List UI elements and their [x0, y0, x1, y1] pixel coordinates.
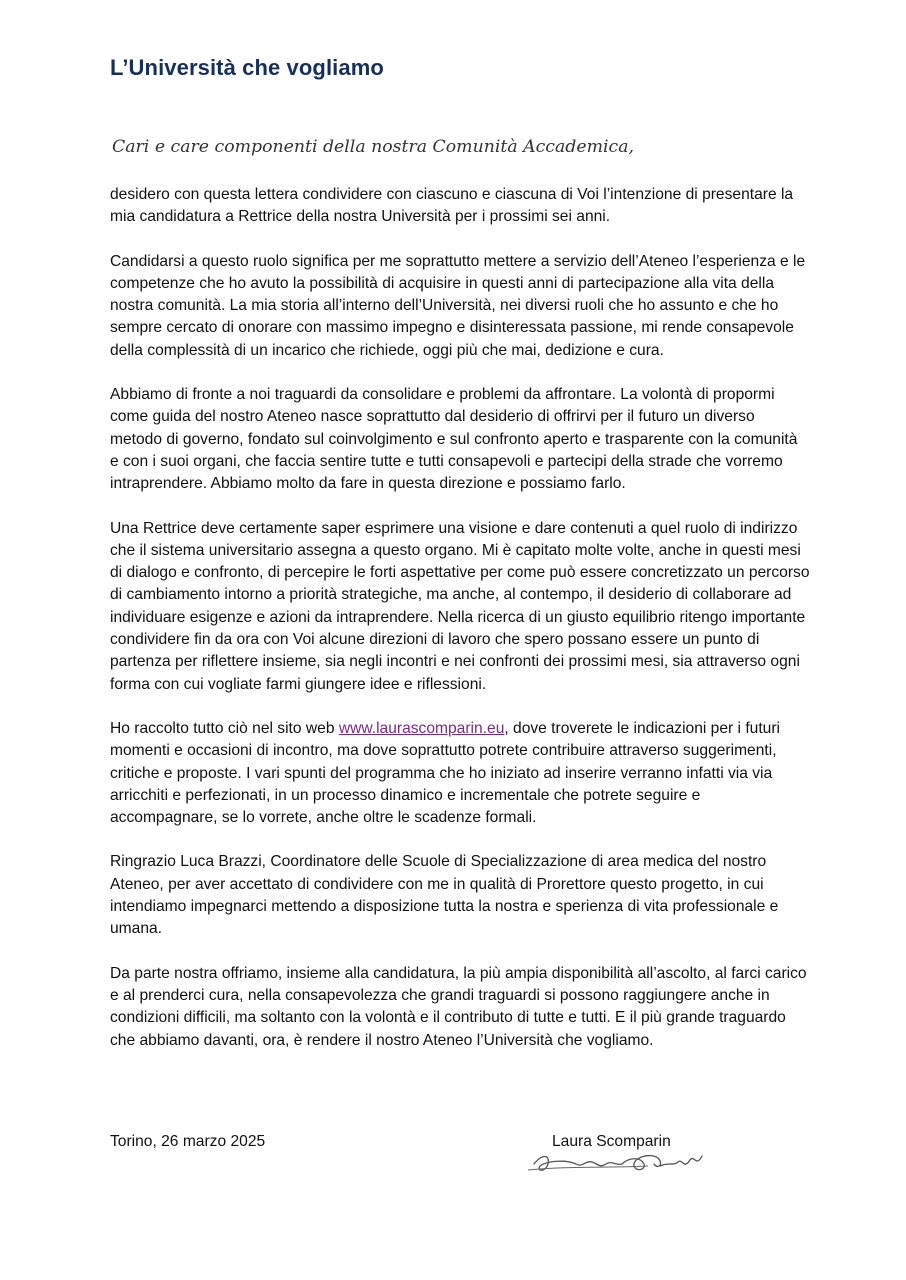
signer-name: Laura Scomparin [552, 1133, 671, 1150]
handwritten-salutation [110, 128, 670, 166]
website-text-after: , dove troverete le indicazioni per i futuri momenti e occasioni di incontro, ma dove soprattutto potrete contribuire attraverso suggerimenti, critiche e proposte. I vari spunti del programma che ho iniziato ad inserire verranno infatti via via arricchiti e perfezionati, in un processo dinamico e incrementale che potrete seguire e accompagnare, se lo vorrete, anche oltre le scadenze formali. [110, 719, 781, 827]
paragraph-website [110, 718, 810, 829]
paragraph-goals: Abbiamo di fronte a noi traguardi da consolidare e problemi da affrontare. La volontà di propormi come guida del nostro Ateneo nasce soprattutto dal desiderio di offrirvi per il futuro un diverso metodo di governo, fondato sul coinvolgimento e sul confronto aperto e trasparente con la comunità e con i suoi organi, che faccia sentire tutte e tutti consapevoli e partecipi della strade che vorremo intraprendere. Abbiamo molto da fare in questa direzione e possiamo farlo. [110, 386, 798, 493]
salutation-text: Cari e care componenti della nostra Comunità Accademica, [112, 137, 634, 157]
handwritten-signature [528, 1146, 708, 1176]
paragraph-role: Candidarsi a questo ruolo significa per me soprattutto mettere a servizio dell’Ateneo l’esperienza e le competenze che ho avuto la possibilità di acquisire in questi anni di partecipazione alla vita della nostra comunità. La mia storia all’interno dell’Università, nei diversi ruoli che ho assunto e che ho sempre cercato di onorare con massimo impegno e disinteressata passione, mi rende consapevole della complessità di un incarico che richiede, oggi più che mai, dedizione e cura. [110, 252, 806, 359]
website-link[interactable]: www.laurascomparin.eu [338, 719, 505, 737]
place-date: Torino, 26 marzo 2025 [110, 1133, 266, 1150]
paragraph-vision: Una Rettrice deve certamente saper esprimere una visione e dare contenuti a quel ruolo di indirizzo che il sistema universitario assegna a questo organo. Mi è capitato molte volte, anche in questi mesi di dialogo e confronto, di percepire le forti aspettative per come può essere concretizzato un percorso di cambiamento intorno a priorità strategiche, ma anche, al contempo, il desiderio di collaborare ad individuare esigenze e azioni da intraprendere. Nella ricerca di un giusto equilibrio ritengo importante condividere fin da ora con Voi alcune direzioni di lavoro che spero possano essere un punto di partenza per riflettere insieme, sia negli incontri e nei confronti dei prossimi mesi, sia attraverso ogni forma con cui vogliate farmi giungere idee e riflessioni. [110, 519, 810, 693]
website-text-before: Ho raccolto tutto ciò nel sito web [110, 719, 339, 737]
paragraph-intro: desidero con questa lettera condividere con ciascuno e ciascuna di Voi l’intenzione di presentare la mia candidatura a Rettrice della nostra Università per i prossimi sei anni. [110, 186, 794, 226]
paragraph-closing: Da parte nostra offriamo, insieme alla candidatura, la più ampia disponibilità all’ascolto, al farci carico e al prenderci cura, nella consapevolezza che grandi traguardi si possono raggiungere anche in condizioni difficili, ma soltanto con la volontà e il contributo di tutte e tutti. E il più grande traguardo che abbiamo davanti, ora, è rendere il nostro Ateneo l’Università che vogliamo. [110, 964, 807, 1049]
paragraph-thanks: Ringrazio Luca Brazzi, Coordinatore delle Scuole di Specializzazione di area medica del nostro Ateneo, per aver accettato di condividere con me in qualità di Prorettore questo progetto, in cui intendiamo impegnarci mettendo a disposizione tutta la nostra e sperienza di vita professionale e umana. [110, 853, 779, 938]
page-title: L’Università che vogliamo [110, 55, 384, 80]
letter-body [110, 184, 810, 1074]
